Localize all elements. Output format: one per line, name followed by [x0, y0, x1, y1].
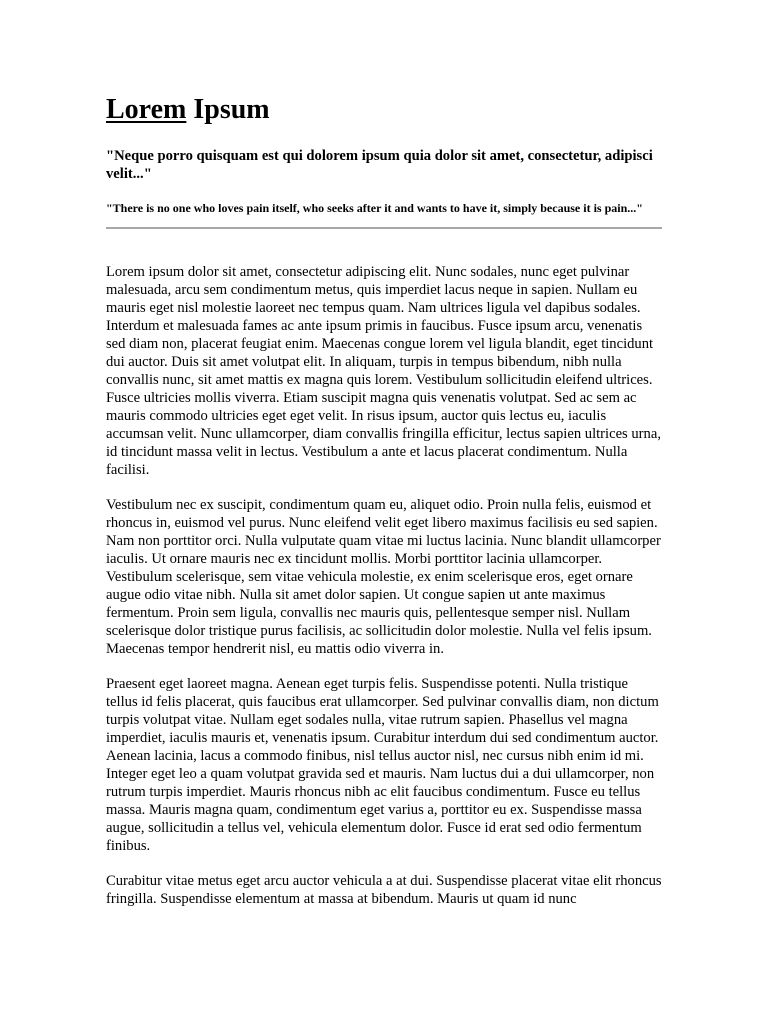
page-title	[106, 92, 662, 128]
paragraph: Curabitur vitae metus eget arcu auctor vehicula a at dui. Suspendisse placerat vitae elit rhoncus fringilla. Suspendisse elementum at massa at bibendum. Mauris ut quam id nunc	[106, 873, 662, 907]
title-underlined-word: Lorem	[106, 94, 187, 125]
quote-primary: "Neque porro quisquam est qui dolorem ipsum quia dolor sit amet, consectetur, adipisci velit..."	[106, 148, 653, 182]
body-text	[106, 263, 662, 908]
paragraph: Praesent eget laoreet magna. Aenean eget turpis felis. Suspendisse potenti. Nulla tristique tellus id felis placerat, quis faucibus erat ullamcorper. Sed pulvinar convallis diam, non dictum turpis volutpat vitae. Nullam eget sodales nulla, vitae rutrum sapien. Phasellus vel magna imperdiet, iaculis mauris et, venenatis ipsum. Curabitur interdum dui sed condimentum auctor. Aenean lacinia, lacus a commodo finibus, nisl tellus auctor nisl, nec cursus nibh enim id mi. Integer eget leo a quam volutpat gravida sed et mauris. Nam luctus dui a dui ullamcorper, non rutrum turpis imperdiet. Mauris rhoncus nibh ac elit faucibus condimentum. Fusce eu tellus massa. Mauris magna quam, condimentum eget varius a, porttitor eu ex. Suspendisse massa augue, sollicitudin a tellus vel, vehicula elementum dolor. Fusce id erat sed odio fermentum finibus.	[106, 676, 659, 854]
document-page	[106, 92, 662, 925]
paragraph: Vestibulum nec ex suscipit, condimentum quam eu, aliquet odio. Proin nulla felis, euismod et rhoncus in, euismod vel purus. Nunc eleifend velit eget libero maximus facilisis eu sed sapien. Nam non porttitor orci. Nulla vulputate quam vitae mi luctus lacinia. Nunc blandit ullamcorper iaculis. Ut ornare mauris nec ex tincidunt mollis. Morbi porttitor lacinia ullamcorper. Vestibulum scelerisque, sem vitae vehicula molestie, ex enim scelerisque eros, eget ornare augue odio vitae nibh. Nulla sit amet dolor sapien. Ut congue sapien ut ante maximus fermentum. Proin sem ligula, convallis nec mauris quis, pellentesque semper nisl. Nullam scelerisque dolor tristique purus facilisis, ac sollicitudin dolor molestie. Nulla vel felis ipsum. Maecenas tempor hendrerit nisl, eu mattis odio viverra in.	[106, 497, 661, 657]
title-word: Ipsum	[193, 94, 270, 125]
quote-secondary: "There is no one who loves pain itself, who seeks after it and wants to have it, simply because it is pain..."	[106, 201, 643, 215]
divider	[106, 227, 662, 229]
paragraph: Lorem ipsum dolor sit amet, consectetur adipiscing elit. Nunc sodales, nunc eget pulvinar malesuada, arcu sem condimentum metus, quis imperdiet lacus neque in sapien. Nullam eu mauris eget nisl molestie laoreet nec tempus quam. Nam ultrices ligula vel dapibus sodales. Interdum et malesuada fames ac ante ipsum primis in faucibus. Fusce ipsum arcu, venenatis sed diam non, placerat feugiat enim. Maecenas congue lorem vel ligula blandit, eget tincidunt dui auctor. Duis sit amet volutpat elit. In aliquam, turpis in tempus bibendum, nibh nulla convallis nunc, sit amet mattis ex magna quis lorem. Vestibulum sollicitudin eleifend ultrices. Fusce ultricies mollis viverra. Etiam suscipit magna quis venenatis volutpat. Sed ac sem ac mauris commodo ultricies eget eget velit. In risus ipsum, auctor quis lectus eu, iaculis accumsan velit. Nunc ullamcorper, diam convallis fringilla efficitur, lectus sapien ultrices urna, id tincidunt massa velit in lectus. Vestibulum a ante et lacus placerat condimentum. Nulla facilisi.	[106, 264, 661, 478]
